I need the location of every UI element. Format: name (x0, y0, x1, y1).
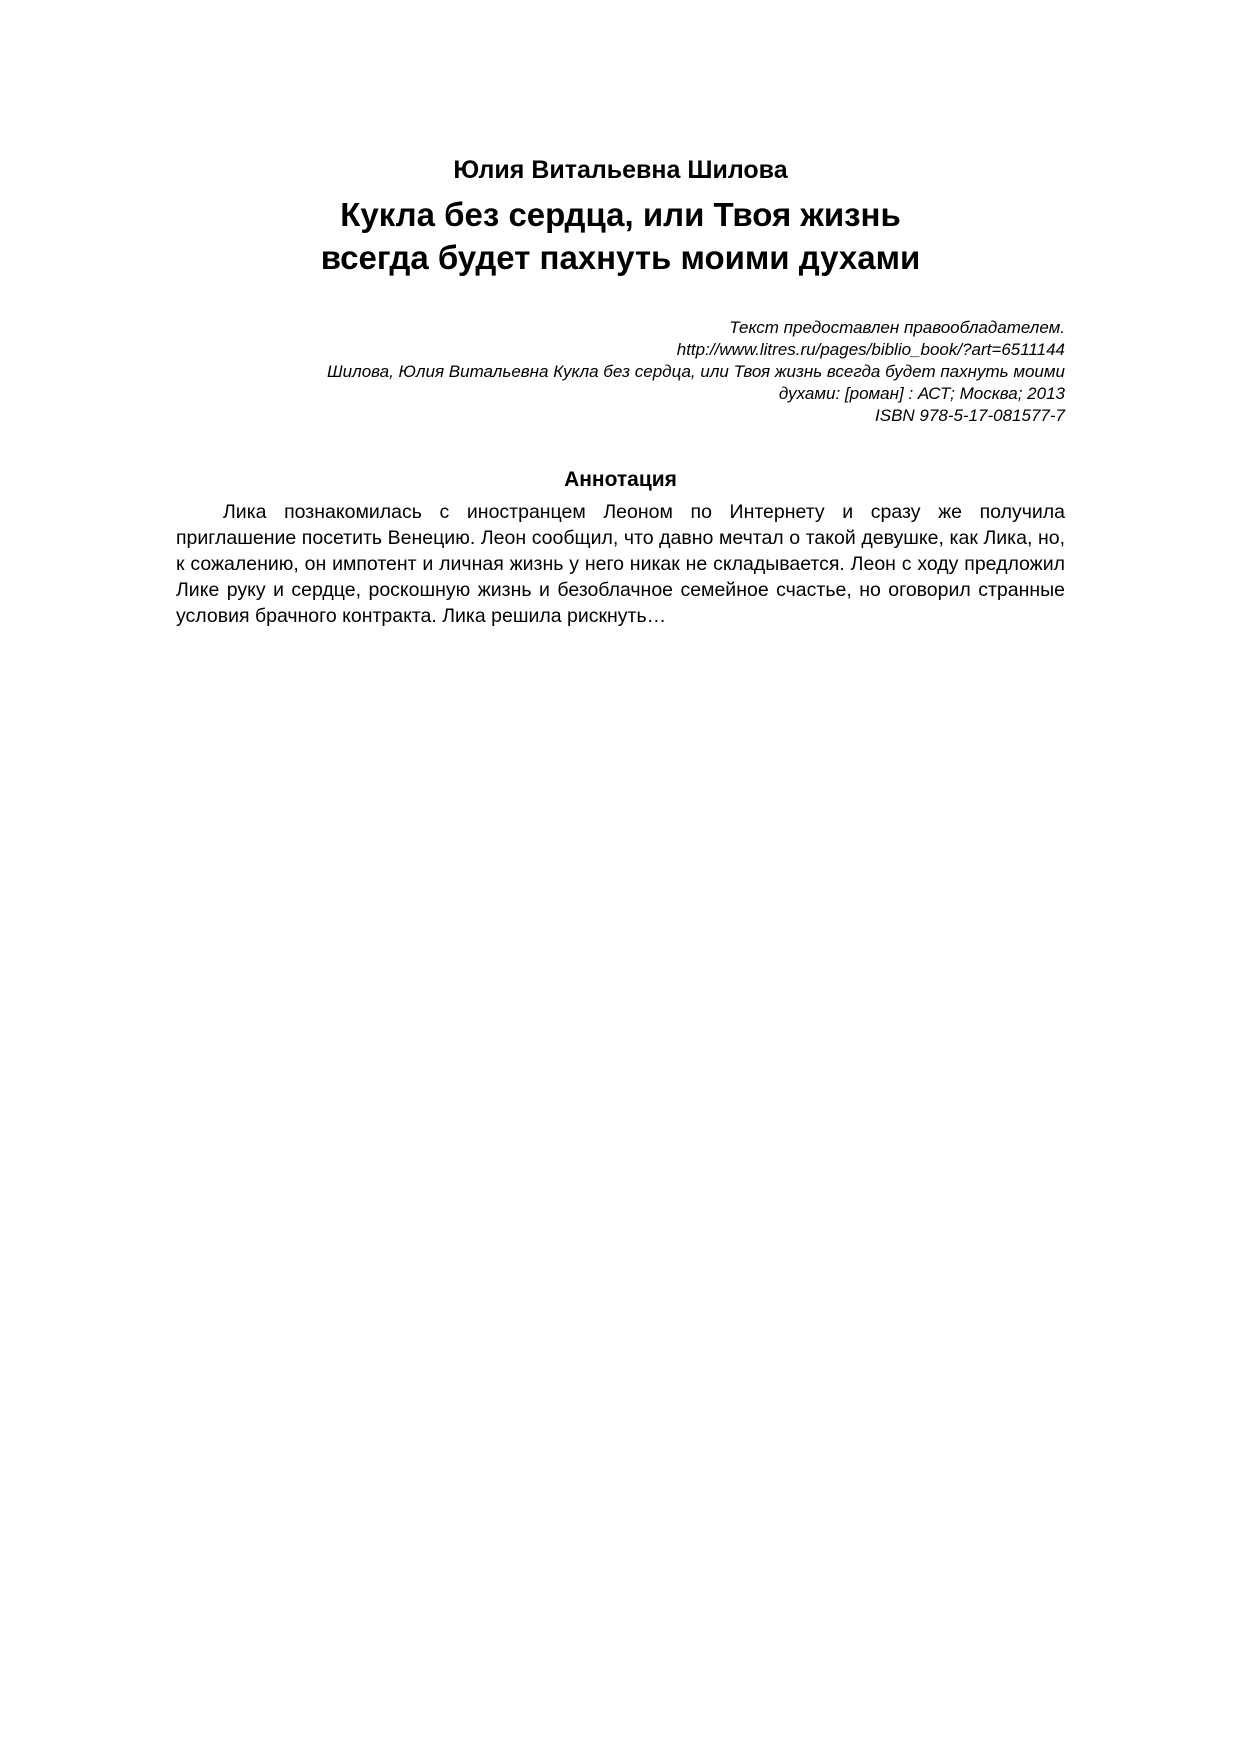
book-title-line-1: Кукла без сердца, или Твоя жизнь (340, 196, 901, 233)
citation-source-url: http://www.litres.ru/pages/biblio_book/?art=6511144 (676, 340, 1065, 359)
text-column (176, 155, 1065, 629)
author-name: Юлия Витальевна Шилова (453, 156, 788, 184)
book-title-line-2: всегда будет пахнуть моими духами (320, 239, 921, 276)
annotation-paragraph: Лика познакомилась с иностранцем Леоном по Интернету и сразу же получила приглашение посетить Венецию. Леон сообщил, что давно мечтал о такой девушке, как Лика, но, к сожалению, он импотент и личная жизнь у него никак не складывается. Леон с ходу предложил Лике руку и сердце, роскошную жизнь и безоблачное семейное счастье, но оговорил странные условия брачного контракта. Лика решила рискнуть… (176, 501, 1065, 627)
citation-provider-note: Текст предоставлен правообладателем. (729, 318, 1065, 337)
citation-isbn: ISBN 978-5-17-081577-7 (875, 406, 1065, 425)
citation-block (176, 317, 1065, 427)
book-title (176, 193, 1065, 279)
citation-reference-line-2: духами: [роман] : АСТ; Москва; 2013 (778, 384, 1065, 403)
annotation-heading: Аннотация (564, 468, 677, 491)
citation-reference-line-1: Шилова, Юлия Витальевна Кукла без сердца, или Твоя жизнь всегда будет пахнуть моими (327, 362, 1065, 381)
